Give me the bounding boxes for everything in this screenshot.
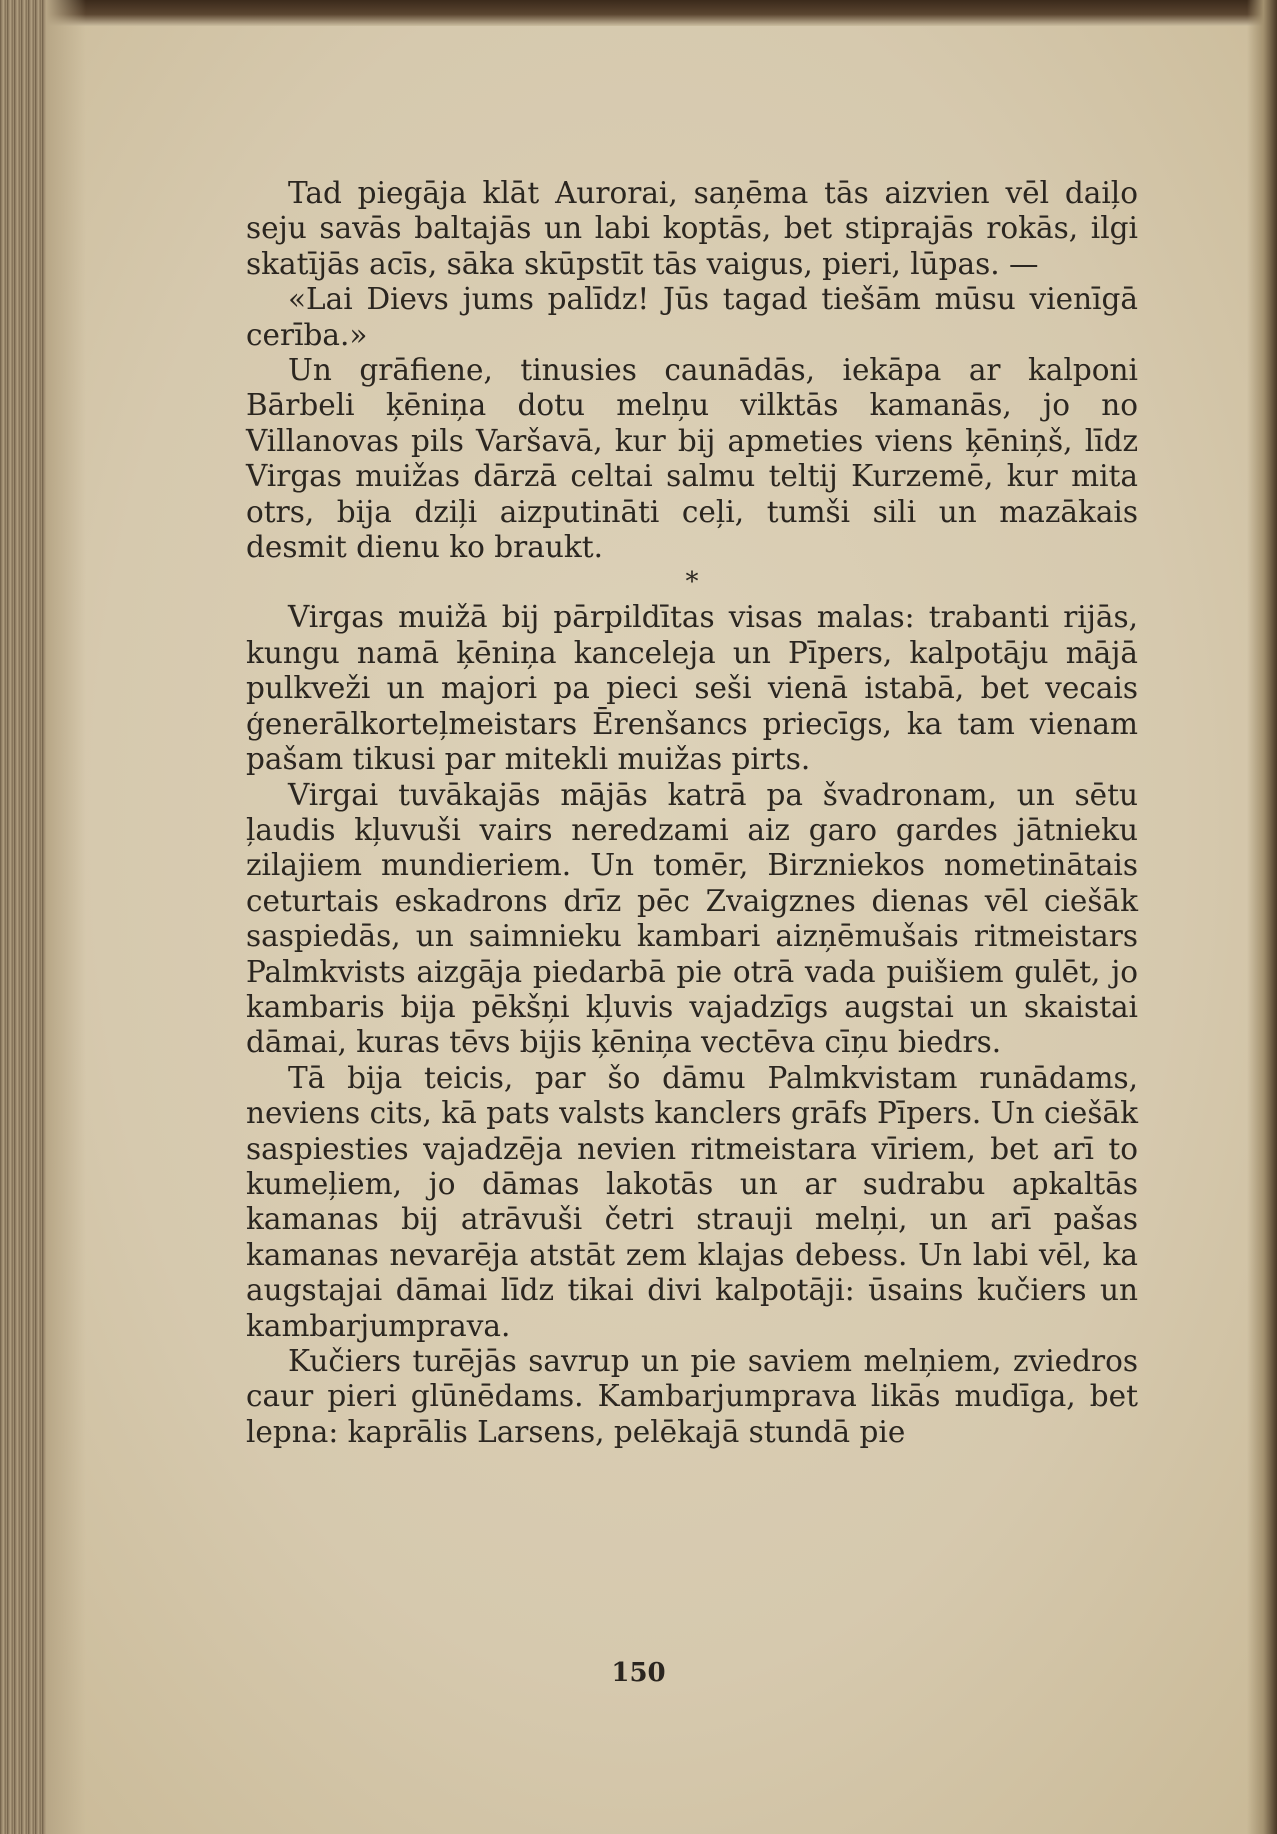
page-stack-left-edge: [0, 0, 46, 1834]
paragraph-3: Un grāfiene, tinusies caunādās, iekāpa ar kalponi Bārbeli ķēniņa dotu melņu vilktās kamanās, jo no Villanovas pils Varšavā, kur bij apmeties viens ķēniņš, līdz Virgas muižas dārzā celtai salmu teltij Kurzemē, kur mita otrs, bija dziļi aizputināti ceļi, tumši sili un mazākais desmit dienu ko braukt.: [246, 353, 1138, 565]
paragraph-6: Tā bija teicis, par šo dāmu Palmkvistam runādams, neviens cits, kā pats valsts kanclers grāfs Pīpers. Un ciešāk saspiesties vajadzēja nevien ritmeistara vīriem, bet arī to kumeļiem, jo dāmas lakotās un ar sudrabu apkaltās kamanas bij atrāvuši četri strauji melņi, un arī pašas kamanas nevarēja atstāt zem klajas debess. Un labi vēl, ka augstajai dāmai līdz tikai divi kalpotāji: ūsains kučiers un kambarjumprava.: [246, 1060, 1138, 1343]
page-right-edge: [1247, 0, 1277, 1834]
body-text: [246, 176, 1138, 1450]
gutter-shadow: [46, 0, 86, 1834]
paragraph-5: Virgai tuvākajās mājās katrā pa švadronam, un sētu ļaudis kļuvuši vairs neredzami aiz garo gardes jātnieku zilajiem mundieriem. Un tomēr, Birzniekos nometinātais ceturtais eskadrons drīz pēc Zvaigznes dienas vēl ciešāk saspiedās, un saimnieku kambari aizņēmušais ritmeistars Palmkvists aizgāja piedarbā pie otrā vada puišiem gulēt, jo kambaris bija pēkšņi kļuvis vajadzīgs augstai un skaistai dāmai, kuras tēvs bijis ķēniņa vectēva cīņu biedrs.: [246, 777, 1138, 1060]
section-separator: *: [685, 567, 699, 598]
page-top-edge: [0, 0, 1277, 26]
paragraph-4: Virgas muižā bij pārpildītas visas malas: trabanti rijās, kungu namā ķēniņa kanceleja un Pīpers, kalpotāju mājā pulkveži un majori pa pieci seši vienā istabā, bet vecais ģenerālkorteļmeistars Ērenšancs priecīgs, ka tam vienam pašam tikusi par mitekli muižas pirts.: [246, 600, 1138, 777]
paragraph-1: Tad piegāja klāt Aurorai, saņēma tās aizvien vēl daiļo seju savās baltajās un labi koptās, bet stiprajās rokās, ilgi skatījās acīs, sāka skūpstīt tās vaigus, pieri, lūpas. —: [246, 176, 1138, 281]
paragraph-2: «Lai Dievs jums palīdz! Jūs tagad tiešām mūsu vienīgā cerība.»: [246, 282, 1138, 352]
paragraph-7: Kučiers turējās savrup un pie saviem melņiem, zviedros caur pieri glūnēdams. Kambarjumprava likās mudīga, bet lepna: kaprālis Larsens, pelēkajā stundā pie: [246, 1344, 1138, 1449]
page-number: 150: [611, 1658, 666, 1688]
